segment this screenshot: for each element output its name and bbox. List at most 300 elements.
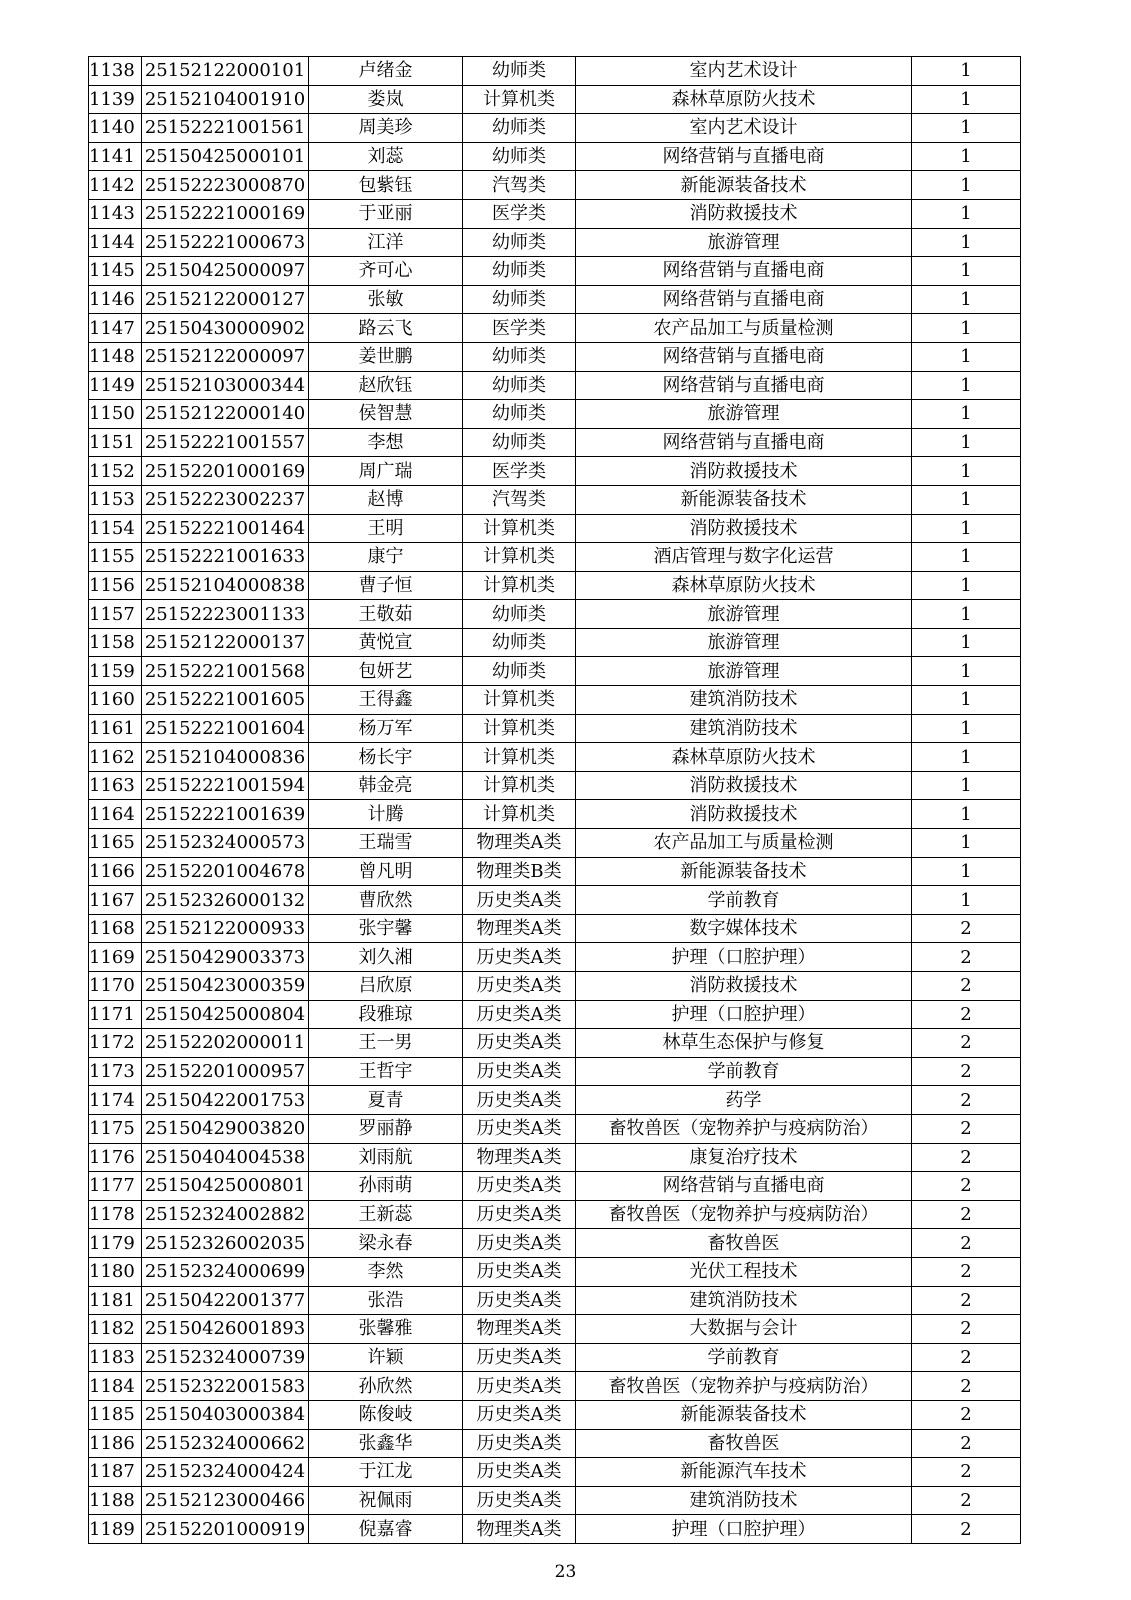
- candidate-id: 25150425000101: [142, 142, 309, 171]
- candidate-id: 25152221001633: [142, 543, 309, 572]
- row-number: 1189: [89, 1515, 142, 1544]
- exam-category: 幼师类: [463, 57, 576, 86]
- candidate-id: 25152322001583: [142, 1372, 309, 1401]
- major-name: 农产品加工与质量检测: [576, 829, 912, 858]
- major-name: 消防救援技术: [576, 972, 912, 1001]
- student-name: 陈俊岐: [309, 1400, 463, 1429]
- exam-category: 历史类A类: [463, 1343, 576, 1372]
- major-name: 室内艺术设计: [576, 57, 912, 86]
- exam-category: 物理类A类: [463, 1143, 576, 1172]
- candidate-id: 25152221001594: [142, 771, 309, 800]
- major-name: 新能源汽车技术: [576, 1458, 912, 1487]
- major-name: 酒店管理与数字化运营: [576, 543, 912, 572]
- table-row: [89, 886, 1021, 915]
- row-number: 1169: [89, 943, 142, 972]
- table-row: [89, 1200, 1021, 1229]
- student-name: 杨万军: [309, 714, 463, 743]
- candidate-id: 25152201004678: [142, 857, 309, 886]
- batch-number: 2: [912, 1200, 1021, 1229]
- batch-number: 2: [912, 1286, 1021, 1315]
- exam-category: 医学类: [463, 314, 576, 343]
- table-row: [89, 1029, 1021, 1058]
- table-row: [89, 1515, 1021, 1544]
- batch-number: 1: [912, 714, 1021, 743]
- batch-number: 1: [912, 886, 1021, 915]
- major-name: 新能源装备技术: [576, 485, 912, 514]
- admission-table: [88, 56, 1021, 1544]
- exam-category: 历史类A类: [463, 1429, 576, 1458]
- major-name: 学前教育: [576, 886, 912, 915]
- major-name: 光伏工程技术: [576, 1257, 912, 1286]
- exam-category: 物理类A类: [463, 1515, 576, 1544]
- exam-category: 历史类A类: [463, 1200, 576, 1229]
- exam-category: 历史类A类: [463, 1086, 576, 1115]
- candidate-id: 25152122000101: [142, 57, 309, 86]
- candidate-id: 25152201000169: [142, 457, 309, 486]
- student-name: 张鑫华: [309, 1429, 463, 1458]
- candidate-id: 25152324000573: [142, 829, 309, 858]
- table-row: [89, 371, 1021, 400]
- exam-category: 历史类A类: [463, 1000, 576, 1029]
- major-name: 建筑消防技术: [576, 1486, 912, 1515]
- exam-category: 计算机类: [463, 714, 576, 743]
- batch-number: 1: [912, 571, 1021, 600]
- row-number: 1138: [89, 57, 142, 86]
- row-number: 1173: [89, 1057, 142, 1086]
- major-name: 旅游管理: [576, 228, 912, 257]
- batch-number: 1: [912, 142, 1021, 171]
- exam-category: 计算机类: [463, 85, 576, 114]
- candidate-id: 25152324000699: [142, 1257, 309, 1286]
- student-name: 夏青: [309, 1086, 463, 1115]
- student-name: 李想: [309, 428, 463, 457]
- student-name: 孙欣然: [309, 1372, 463, 1401]
- exam-category: 物理类A类: [463, 829, 576, 858]
- row-number: 1185: [89, 1400, 142, 1429]
- student-name: 王瑞雪: [309, 829, 463, 858]
- exam-category: 医学类: [463, 199, 576, 228]
- table-row: [89, 514, 1021, 543]
- student-name: 王新蕊: [309, 1200, 463, 1229]
- exam-category: 物理类A类: [463, 914, 576, 943]
- major-name: 数字媒体技术: [576, 914, 912, 943]
- student-name: 康宁: [309, 543, 463, 572]
- table-row: [89, 857, 1021, 886]
- student-name: 李然: [309, 1257, 463, 1286]
- major-name: 室内艺术设计: [576, 114, 912, 143]
- table-row: [89, 571, 1021, 600]
- student-name: 于亚丽: [309, 199, 463, 228]
- major-name: 网络营销与直播电商: [576, 342, 912, 371]
- row-number: 1184: [89, 1372, 142, 1401]
- student-name: 张敏: [309, 285, 463, 314]
- exam-category: 历史类A类: [463, 1372, 576, 1401]
- exam-category: 幼师类: [463, 628, 576, 657]
- row-number: 1160: [89, 686, 142, 715]
- page-number: 23: [554, 1562, 577, 1582]
- table-row: [89, 1229, 1021, 1258]
- candidate-id: 25152221001557: [142, 428, 309, 457]
- exam-category: 计算机类: [463, 686, 576, 715]
- student-name: 娄岚: [309, 85, 463, 114]
- candidate-id: 25152223001133: [142, 600, 309, 629]
- row-number: 1174: [89, 1086, 142, 1115]
- candidate-id: 25150429003820: [142, 1114, 309, 1143]
- candidate-id: 25152122000097: [142, 342, 309, 371]
- candidate-id: 25150403000384: [142, 1400, 309, 1429]
- batch-number: 2: [912, 1486, 1021, 1515]
- table-row: [89, 1486, 1021, 1515]
- table-row: [89, 114, 1021, 143]
- batch-number: 2: [912, 1372, 1021, 1401]
- batch-number: 1: [912, 285, 1021, 314]
- table-row: [89, 457, 1021, 486]
- row-number: 1163: [89, 771, 142, 800]
- student-name: 计腾: [309, 800, 463, 829]
- major-name: 网络营销与直播电商: [576, 285, 912, 314]
- exam-category: 历史类A类: [463, 1029, 576, 1058]
- candidate-id: 25150426001893: [142, 1315, 309, 1344]
- exam-category: 幼师类: [463, 342, 576, 371]
- major-name: 森林草原防火技术: [576, 85, 912, 114]
- table-row: [89, 1057, 1021, 1086]
- table-row: [89, 400, 1021, 429]
- exam-category: 幼师类: [463, 600, 576, 629]
- batch-number: 1: [912, 857, 1021, 886]
- batch-number: 2: [912, 1343, 1021, 1372]
- row-number: 1188: [89, 1486, 142, 1515]
- exam-category: 物理类B类: [463, 857, 576, 886]
- major-name: 旅游管理: [576, 657, 912, 686]
- candidate-id: 25152221000673: [142, 228, 309, 257]
- major-name: 旅游管理: [576, 600, 912, 629]
- candidate-id: 25150425000097: [142, 257, 309, 286]
- student-name: 张浩: [309, 1286, 463, 1315]
- student-name: 吕欣原: [309, 972, 463, 1001]
- batch-number: 2: [912, 1114, 1021, 1143]
- candidate-id: 25150422001753: [142, 1086, 309, 1115]
- major-name: 林草生态保护与修复: [576, 1029, 912, 1058]
- major-name: 畜牧兽医（宠物养护与疫病防治）: [576, 1200, 912, 1229]
- row-number: 1166: [89, 857, 142, 886]
- exam-category: 历史类A类: [463, 1229, 576, 1258]
- student-name: 侯智慧: [309, 400, 463, 429]
- row-number: 1145: [89, 257, 142, 286]
- student-name: 于江龙: [309, 1458, 463, 1487]
- candidate-id: 25152324002882: [142, 1200, 309, 1229]
- student-name: 梁永春: [309, 1229, 463, 1258]
- exam-category: 历史类A类: [463, 1458, 576, 1487]
- batch-number: 1: [912, 257, 1021, 286]
- major-name: 畜牧兽医（宠物养护与疫病防治）: [576, 1114, 912, 1143]
- major-name: 护理（口腔护理）: [576, 1000, 912, 1029]
- batch-number: 1: [912, 57, 1021, 86]
- exam-category: 计算机类: [463, 743, 576, 772]
- batch-number: 1: [912, 514, 1021, 543]
- table-row: [89, 1343, 1021, 1372]
- row-number: 1165: [89, 829, 142, 858]
- table-row: [89, 1257, 1021, 1286]
- table-row: [89, 1429, 1021, 1458]
- table-row: [89, 314, 1021, 343]
- batch-number: 2: [912, 1057, 1021, 1086]
- candidate-id: 25150430000902: [142, 314, 309, 343]
- student-name: 倪嘉睿: [309, 1515, 463, 1544]
- batch-number: 1: [912, 600, 1021, 629]
- student-name: 刘蕊: [309, 142, 463, 171]
- candidate-id: 25152326002035: [142, 1229, 309, 1258]
- table-row: [89, 1000, 1021, 1029]
- batch-number: 1: [912, 171, 1021, 200]
- major-name: 网络营销与直播电商: [576, 1172, 912, 1201]
- student-name: 许颖: [309, 1343, 463, 1372]
- table-row: [89, 85, 1021, 114]
- row-number: 1147: [89, 314, 142, 343]
- batch-number: 2: [912, 1257, 1021, 1286]
- row-number: 1171: [89, 1000, 142, 1029]
- row-number: 1168: [89, 914, 142, 943]
- exam-category: 历史类A类: [463, 943, 576, 972]
- student-name: 姜世鹏: [309, 342, 463, 371]
- major-name: 新能源装备技术: [576, 171, 912, 200]
- row-number: 1143: [89, 199, 142, 228]
- candidate-id: 25152221001568: [142, 657, 309, 686]
- table-row: [89, 171, 1021, 200]
- student-name: 包紫钰: [309, 171, 463, 200]
- exam-category: 历史类A类: [463, 1057, 576, 1086]
- candidate-id: 25152326000132: [142, 886, 309, 915]
- batch-number: 1: [912, 829, 1021, 858]
- row-number: 1141: [89, 142, 142, 171]
- major-name: 畜牧兽医: [576, 1229, 912, 1258]
- batch-number: 1: [912, 400, 1021, 429]
- candidate-id: 25152221001561: [142, 114, 309, 143]
- major-name: 建筑消防技术: [576, 1286, 912, 1315]
- batch-number: 2: [912, 1086, 1021, 1115]
- batch-number: 1: [912, 686, 1021, 715]
- row-number: 1146: [89, 285, 142, 314]
- row-number: 1149: [89, 371, 142, 400]
- batch-number: 1: [912, 628, 1021, 657]
- table-row: [89, 257, 1021, 286]
- row-number: 1186: [89, 1429, 142, 1458]
- exam-category: 历史类A类: [463, 1172, 576, 1201]
- major-name: 森林草原防火技术: [576, 571, 912, 600]
- exam-category: 计算机类: [463, 571, 576, 600]
- candidate-id: 25152104001910: [142, 85, 309, 114]
- student-name: 周美珍: [309, 114, 463, 143]
- major-name: 消防救援技术: [576, 514, 912, 543]
- table-row: [89, 1114, 1021, 1143]
- batch-number: 1: [912, 85, 1021, 114]
- exam-category: 物理类A类: [463, 1315, 576, 1344]
- batch-number: 2: [912, 972, 1021, 1001]
- student-name: 路云飞: [309, 314, 463, 343]
- table-row: [89, 1172, 1021, 1201]
- row-number: 1175: [89, 1114, 142, 1143]
- candidate-id: 25152324000739: [142, 1343, 309, 1372]
- candidate-id: 25152324000424: [142, 1458, 309, 1487]
- candidate-id: 25152122000127: [142, 285, 309, 314]
- batch-number: 1: [912, 457, 1021, 486]
- candidate-id: 25152122000933: [142, 914, 309, 943]
- student-name: 刘雨航: [309, 1143, 463, 1172]
- major-name: 学前教育: [576, 1343, 912, 1372]
- table-row: [89, 1372, 1021, 1401]
- row-number: 1183: [89, 1343, 142, 1372]
- batch-number: 2: [912, 1315, 1021, 1344]
- candidate-id: 25152223002237: [142, 485, 309, 514]
- candidate-id: 25152122000140: [142, 400, 309, 429]
- table-row: [89, 1400, 1021, 1429]
- major-name: 建筑消防技术: [576, 686, 912, 715]
- row-number: 1157: [89, 600, 142, 629]
- exam-category: 历史类A类: [463, 1400, 576, 1429]
- table-row: [89, 972, 1021, 1001]
- batch-number: 1: [912, 485, 1021, 514]
- batch-number: 1: [912, 657, 1021, 686]
- table-row: [89, 342, 1021, 371]
- exam-category: 历史类A类: [463, 1486, 576, 1515]
- batch-number: 1: [912, 228, 1021, 257]
- exam-category: 计算机类: [463, 514, 576, 543]
- candidate-id: 25152104000836: [142, 743, 309, 772]
- student-name: 赵博: [309, 485, 463, 514]
- student-name: 包妍艺: [309, 657, 463, 686]
- table-row: [89, 771, 1021, 800]
- candidate-id: 25152122000137: [142, 628, 309, 657]
- row-number: 1164: [89, 800, 142, 829]
- student-name: 黄悦宣: [309, 628, 463, 657]
- table-row: [89, 285, 1021, 314]
- major-name: 网络营销与直播电商: [576, 428, 912, 457]
- major-name: 畜牧兽医（宠物养护与疫病防治）: [576, 1372, 912, 1401]
- row-number: 1148: [89, 342, 142, 371]
- table-row: [89, 199, 1021, 228]
- table-row: [89, 600, 1021, 629]
- table-row: [89, 743, 1021, 772]
- major-name: 药学: [576, 1086, 912, 1115]
- candidate-id: 25152221001639: [142, 800, 309, 829]
- row-number: 1144: [89, 228, 142, 257]
- student-name: 张馨雅: [309, 1315, 463, 1344]
- batch-number: 2: [912, 1458, 1021, 1487]
- table-row: [89, 543, 1021, 572]
- table-row: [89, 1315, 1021, 1344]
- exam-category: 历史类A类: [463, 1286, 576, 1315]
- table-body: [89, 57, 1021, 1544]
- batch-number: 1: [912, 199, 1021, 228]
- row-number: 1167: [89, 886, 142, 915]
- candidate-id: 25150425000801: [142, 1172, 309, 1201]
- candidate-id: 25150425000804: [142, 1000, 309, 1029]
- exam-category: 历史类A类: [463, 886, 576, 915]
- student-name: 曹子恒: [309, 571, 463, 600]
- exam-category: 幼师类: [463, 657, 576, 686]
- student-name: 王敬茹: [309, 600, 463, 629]
- batch-number: 2: [912, 943, 1021, 972]
- table-row: [89, 485, 1021, 514]
- student-name: 卢绪金: [309, 57, 463, 86]
- major-name: 护理（口腔护理）: [576, 1515, 912, 1544]
- student-name: 孙雨萌: [309, 1172, 463, 1201]
- batch-number: 2: [912, 1400, 1021, 1429]
- table-row: [89, 628, 1021, 657]
- candidate-id: 25152123000466: [142, 1486, 309, 1515]
- major-name: 新能源装备技术: [576, 1400, 912, 1429]
- table-row: [89, 657, 1021, 686]
- batch-number: 1: [912, 543, 1021, 572]
- major-name: 新能源装备技术: [576, 857, 912, 886]
- exam-category: 计算机类: [463, 543, 576, 572]
- exam-category: 幼师类: [463, 428, 576, 457]
- student-name: 祝佩雨: [309, 1486, 463, 1515]
- student-name: 曹欣然: [309, 886, 463, 915]
- major-name: 网络营销与直播电商: [576, 257, 912, 286]
- batch-number: 1: [912, 743, 1021, 772]
- table-row: [89, 714, 1021, 743]
- table-row: [89, 428, 1021, 457]
- row-number: 1172: [89, 1029, 142, 1058]
- row-number: 1139: [89, 85, 142, 114]
- batch-number: 1: [912, 428, 1021, 457]
- exam-category: 历史类A类: [463, 972, 576, 1001]
- row-number: 1159: [89, 657, 142, 686]
- exam-category: 历史类A类: [463, 1257, 576, 1286]
- student-name: 刘久湘: [309, 943, 463, 972]
- row-number: 1158: [89, 628, 142, 657]
- candidate-id: 25152202000011: [142, 1029, 309, 1058]
- major-name: 网络营销与直播电商: [576, 142, 912, 171]
- student-name: 杨长宇: [309, 743, 463, 772]
- major-name: 旅游管理: [576, 400, 912, 429]
- table-row: [89, 914, 1021, 943]
- student-name: 王一男: [309, 1029, 463, 1058]
- batch-number: 2: [912, 1000, 1021, 1029]
- major-name: 消防救援技术: [576, 771, 912, 800]
- batch-number: 2: [912, 914, 1021, 943]
- major-name: 网络营销与直播电商: [576, 371, 912, 400]
- row-number: 1156: [89, 571, 142, 600]
- major-name: 消防救援技术: [576, 457, 912, 486]
- batch-number: 1: [912, 800, 1021, 829]
- student-name: 曾凡明: [309, 857, 463, 886]
- table-row: [89, 1458, 1021, 1487]
- row-number: 1178: [89, 1200, 142, 1229]
- batch-number: 2: [912, 1029, 1021, 1058]
- exam-category: 幼师类: [463, 114, 576, 143]
- table-row: [89, 1143, 1021, 1172]
- major-name: 护理（口腔护理）: [576, 943, 912, 972]
- student-name: 王明: [309, 514, 463, 543]
- table-row: [89, 57, 1021, 86]
- major-name: 畜牧兽医: [576, 1429, 912, 1458]
- student-name: 段雅琼: [309, 1000, 463, 1029]
- batch-number: 2: [912, 1229, 1021, 1258]
- row-number: 1154: [89, 514, 142, 543]
- exam-category: 计算机类: [463, 771, 576, 800]
- table-row: [89, 228, 1021, 257]
- candidate-id: 25152221001604: [142, 714, 309, 743]
- exam-category: 汽驾类: [463, 485, 576, 514]
- student-name: 王得鑫: [309, 686, 463, 715]
- student-name: 张宇馨: [309, 914, 463, 943]
- exam-category: 幼师类: [463, 257, 576, 286]
- major-name: 大数据与会计: [576, 1315, 912, 1344]
- table-row: [89, 1086, 1021, 1115]
- candidate-id: 25152201000957: [142, 1057, 309, 1086]
- batch-number: 1: [912, 342, 1021, 371]
